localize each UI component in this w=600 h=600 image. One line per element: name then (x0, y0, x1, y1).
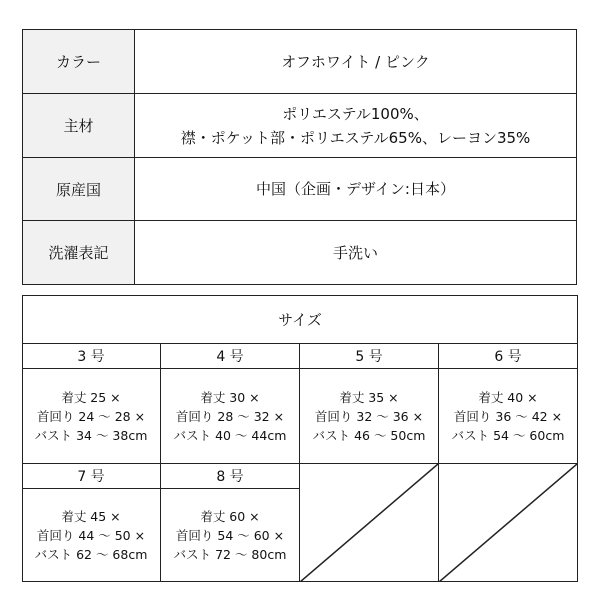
size-neck: 首回り 24 ～ 28 × (36, 408, 146, 424)
spec-label-care: 洗濯表記 (23, 221, 135, 285)
size-neck: 首回り 54 ～ 60 × (175, 528, 285, 543)
spec-row-color (23, 30, 577, 94)
size-header-8: 8 号 (216, 469, 244, 485)
size-neck: 首回り 36 ～ 42 × (453, 408, 563, 424)
size-table-title: サイズ (278, 311, 322, 329)
spec-label-color: カラー (23, 30, 135, 94)
size-cell-7 (22, 489, 160, 582)
size-header-5: 5 号 (355, 349, 383, 365)
size-cell-4 (161, 369, 299, 463)
diagonal-line (300, 464, 438, 582)
size-bust: バスト 62 ～ 68cm (34, 547, 148, 562)
empty-cell-diagonal (439, 464, 577, 582)
diagonal-line (439, 464, 577, 582)
size-cell-8 (161, 489, 299, 582)
size-length: 着丈 60 × (200, 509, 260, 524)
spec-label-origin: 原産国 (23, 158, 135, 221)
size-bust: バスト 40 ～ 44cm (173, 427, 287, 443)
spec-label-material: 主材 (23, 94, 135, 158)
empty-cell-diagonal (300, 464, 438, 582)
spec-row-material (23, 94, 577, 158)
size-bust: バスト 46 ～ 50cm (312, 427, 426, 443)
size-cell-6 (439, 369, 577, 463)
size-neck: 首回り 32 ～ 36 × (314, 408, 424, 424)
spec-table (22, 29, 577, 285)
size-length: 着丈 30 × (200, 389, 260, 405)
size-cell-5 (300, 369, 438, 463)
spec-row-origin (23, 158, 577, 221)
spec-value-material: ポリエステル100%、 襟・ポケット部・ポリエステル65%、レーヨン35% (135, 94, 577, 158)
spec-value-color: オフホワイト / ピンク (135, 30, 577, 94)
size-neck: 首回り 44 ～ 50 × (36, 528, 146, 543)
size-header-4: 4 号 (216, 349, 244, 365)
spec-row-care (23, 221, 577, 285)
spec-value-care: 手洗い (135, 221, 577, 285)
size-bust: バスト 54 ～ 60cm (451, 427, 565, 443)
size-bust: バスト 34 ～ 38cm (34, 427, 148, 443)
size-neck: 首回り 28 ～ 32 × (175, 408, 285, 424)
size-length: 着丈 35 × (339, 389, 399, 405)
size-length: 着丈 45 × (61, 509, 121, 524)
size-length: 着丈 25 × (61, 389, 121, 405)
size-cell-3 (22, 369, 160, 463)
size-length: 着丈 40 × (478, 389, 538, 405)
size-header-3: 3 号 (77, 349, 105, 365)
size-header-6: 6 号 (494, 349, 522, 365)
size-header-7: 7 号 (77, 469, 105, 485)
size-bust: バスト 72 ～ 80cm (173, 547, 287, 562)
spec-value-origin: 中国（企画・デザイン:日本） (135, 158, 577, 221)
